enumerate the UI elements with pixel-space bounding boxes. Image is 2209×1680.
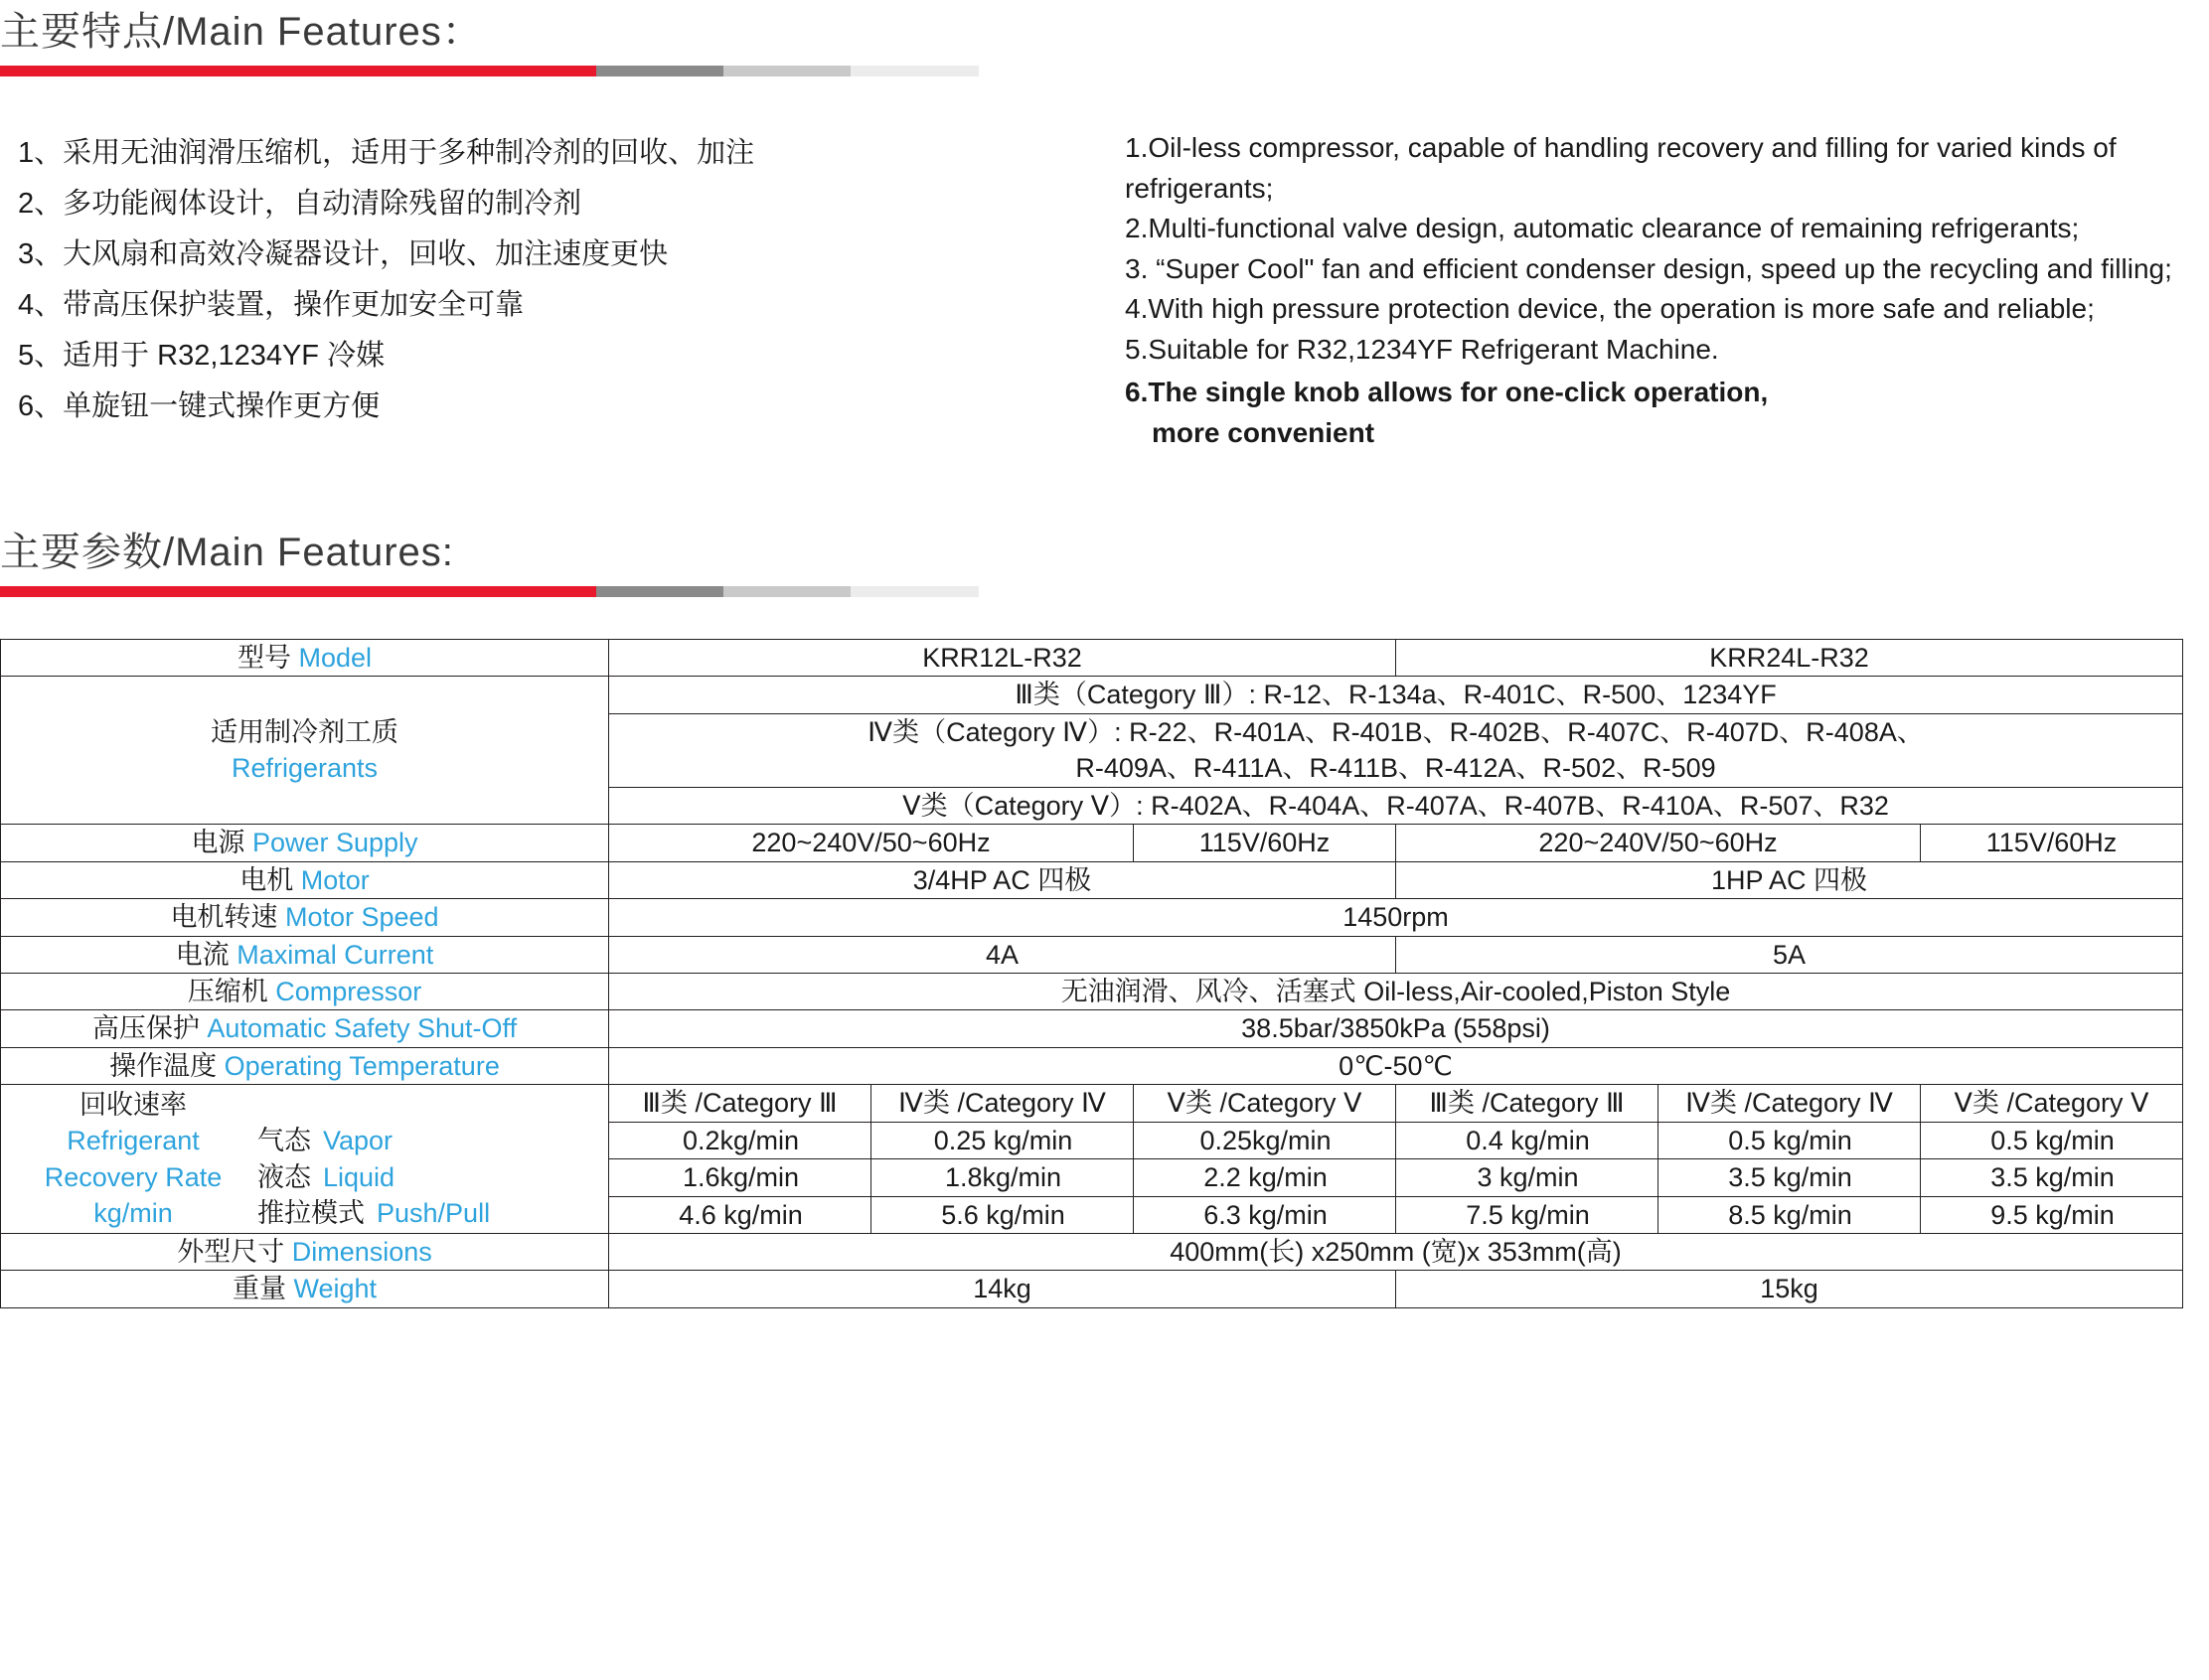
- recovery-label-line1: [9, 1087, 600, 1123]
- row-label-recovery-rate: [1, 1085, 609, 1234]
- cell-liquid-rate: 3.5 kg/min: [1921, 1159, 2183, 1196]
- cell-rate-header: Ⅳ类 /Category Ⅳ: [871, 1085, 1134, 1122]
- list-item: 1.Oil-less compressor, capable of handling recovery and filling for varied kinds of refrigerants;: [1125, 132, 2117, 204]
- row-label-vapor-en: Vapor: [323, 1126, 394, 1156]
- label-cn: 重量: [232, 1274, 294, 1304]
- cell-power-1: 220~240V/50~60Hz: [609, 825, 1134, 861]
- list-item: 6、单旋钮一键式操作更方便: [18, 390, 381, 422]
- cell-weight-1: 14kg: [609, 1271, 1396, 1307]
- label-cn: 型号: [237, 643, 299, 673]
- cell-model-2: KRR24L-R32: [1396, 640, 2183, 677]
- main-parameters-title: [0, 521, 2209, 577]
- row-label-dimensions: [1, 1234, 609, 1271]
- table-row: [1, 825, 2183, 861]
- table-row: [1, 1047, 2183, 1084]
- main-features-title-cn: 主要特点: [0, 10, 163, 54]
- cell-liquid-rate: 1.6kg/min: [609, 1159, 871, 1196]
- label-en: Model: [298, 643, 373, 673]
- cell-vapor-rate: 0.4 kg/min: [1396, 1122, 1658, 1158]
- list-item: 3、大风扇和高效冷凝器设计，回收、加注速度更快: [18, 238, 669, 270]
- list-item: 5、适用于 R32,1234YF 冷媒: [18, 340, 386, 372]
- cell-pushpull-rate: 5.6 kg/min: [871, 1196, 1134, 1233]
- rule-segment-dark-gray: [596, 586, 723, 597]
- main-parameters-title-cn: 主要参数: [0, 531, 163, 574]
- list-item: 5.Suitable for R32,1234YF Refrigerant Machine.: [1125, 333, 1719, 365]
- row-label-liquid-cn: 液态: [257, 1161, 311, 1192]
- cell-operating-temperature: 0℃-50℃: [609, 1047, 2183, 1084]
- recovery-label-line4: [9, 1195, 600, 1231]
- cell-weight-2: 15kg: [1396, 1271, 2183, 1307]
- main-features-title-en: /Main Features：: [163, 10, 483, 54]
- list-item: 4、带高压保护装置，操作更加安全可靠: [18, 289, 525, 321]
- label-cn: 外型尺寸: [177, 1237, 292, 1267]
- main-features-title: [0, 0, 2209, 57]
- cell-model-1: KRR12L-R32: [609, 640, 1396, 677]
- cell-liquid-rate: 2.2 kg/min: [1134, 1159, 1396, 1196]
- main-parameters-title-en: /Main Features:: [163, 531, 454, 574]
- recovery-label-line2: [9, 1123, 600, 1158]
- label-cn: 适用制冷剂工质: [211, 716, 398, 747]
- cell-compressor: 无油润滑、风冷、活塞式 Oil-less,Air-cooled,Piston Style: [609, 973, 2183, 1009]
- label-cn: 操作温度: [109, 1050, 225, 1081]
- label-cn: 电机: [239, 864, 301, 895]
- cell-rate-header: Ⅲ类 /Category Ⅲ: [609, 1085, 871, 1122]
- cell-line1: Ⅳ类（Category Ⅳ）: R-22、R-401A、R-401B、R-402B、R-407C、R-407D、R-408A、: [868, 716, 1924, 747]
- cell-liquid-rate: 1.8kg/min: [871, 1159, 1134, 1196]
- cell-pushpull-rate: 7.5 kg/min: [1396, 1196, 1658, 1233]
- heading-rule: [0, 66, 979, 76]
- table-row: [1, 1085, 2183, 1122]
- row-label-current: [1, 936, 609, 973]
- features-list-english: [1111, 128, 2209, 453]
- label-en-2: Recovery Rate: [44, 1161, 223, 1192]
- cell-rate-header: Ⅳ类 /Category Ⅳ: [1658, 1085, 1921, 1122]
- label-en: Refrigerants: [231, 753, 379, 784]
- label-en-1: Refrigerant: [67, 1126, 200, 1156]
- label-en: Motor: [300, 864, 370, 895]
- cell-pushpull-rate: 4.6 kg/min: [609, 1196, 871, 1233]
- row-label-power-supply: [1, 825, 609, 861]
- heading-rule: [0, 586, 979, 597]
- rule-segment-dark-gray: [596, 66, 723, 76]
- label-en: Power Supply: [251, 828, 418, 858]
- cell-dimensions: 400mm(长) x250mm (宽)x 353mm(高): [609, 1234, 2183, 1271]
- cell-motor-2: 1HP AC 四极: [1396, 861, 2183, 898]
- label-en: Automatic Safety Shut-Off: [207, 1013, 518, 1044]
- row-label-motor: [1, 861, 609, 898]
- cell-rate-header: Ⅴ类 /Category Ⅴ: [1921, 1085, 2183, 1122]
- label-cn: 高压保护: [91, 1013, 208, 1044]
- cell-liquid-rate: 3 kg/min: [1396, 1159, 1658, 1196]
- cell-vapor-rate: 0.5 kg/min: [1658, 1122, 1921, 1158]
- cell-pushpull-rate: 8.5 kg/min: [1658, 1196, 1921, 1233]
- row-label-pushpull-en: Push/Pull: [377, 1198, 491, 1229]
- label-cn: 电机转速: [170, 902, 285, 933]
- table-row: [1, 1010, 2183, 1047]
- cell-vapor-rate: 0.5 kg/min: [1921, 1122, 2183, 1158]
- table-row: [1, 861, 2183, 898]
- rule-segment-mid-gray: [723, 586, 851, 597]
- list-item-line1: 6.The single knob allows for one-click operation,: [1125, 377, 1769, 407]
- table-row: [1, 973, 2183, 1009]
- row-label-pushpull-cn: 推拉模式: [257, 1198, 365, 1229]
- label-en: Maximal Current: [237, 939, 434, 970]
- rule-segment-mid-gray: [723, 66, 851, 76]
- cell-refrigerants-cat3: Ⅲ类（Category Ⅲ）: R-12、R-134a、R-401C、R-500、1234YF: [609, 677, 2183, 713]
- specification-table: [0, 639, 2183, 1308]
- list-item: 2、多功能阀体设计，自动清除残留的制冷剂: [18, 188, 582, 220]
- label-cn: 压缩机: [187, 976, 276, 1006]
- table-row: [1, 899, 2183, 936]
- table-row: [1, 1271, 2183, 1307]
- cell-pushpull-rate: 9.5 kg/min: [1921, 1196, 2183, 1233]
- label-cn: 电流: [175, 939, 237, 970]
- cell-current-2: 5A: [1396, 936, 2183, 973]
- list-item: [1125, 373, 2209, 453]
- rule-segment-light-gray: [851, 66, 979, 76]
- list-item: 4.With high pressure protection device, the operation is more safe and reliable;: [1125, 293, 2095, 324]
- features-content: [0, 128, 2209, 453]
- row-label-compressor: [1, 973, 609, 1009]
- label-cn: 电源: [191, 828, 252, 858]
- label-en-3: kg/min: [93, 1198, 173, 1229]
- cell-vapor-rate: 0.2kg/min: [609, 1122, 871, 1158]
- cell-refrigerants-cat5: Ⅴ类（Category Ⅴ）: R-402A、R-404A、R-407A、R-407B、R-410A、R-507、R32: [609, 787, 2183, 824]
- cell-rate-header: Ⅴ类 /Category Ⅴ: [1134, 1085, 1396, 1122]
- row-label-liquid-en: Liquid: [323, 1161, 395, 1192]
- label-en: Motor Speed: [284, 902, 439, 933]
- cell-vapor-rate: 0.25 kg/min: [871, 1122, 1134, 1158]
- row-label-safety-shutoff: [1, 1010, 609, 1047]
- cell-power-2: 115V/60Hz: [1134, 825, 1396, 861]
- table-row: [1, 677, 2183, 713]
- row-label-vapor-cn: 气态: [257, 1126, 311, 1156]
- cell-motor-1: 3/4HP AC 四极: [609, 861, 1396, 898]
- cell-power-4: 115V/60Hz: [1921, 825, 2183, 861]
- row-label-model: [1, 640, 609, 677]
- list-item: 2.Multi-functional valve design, automatic clearance of remaining refrigerants;: [1125, 213, 2080, 243]
- row-label-weight: [1, 1271, 609, 1307]
- row-label-refrigerants: [1, 677, 609, 825]
- cell-liquid-rate: 3.5 kg/min: [1658, 1159, 1921, 1196]
- label-cn: 回收速率: [79, 1089, 187, 1120]
- cell-safety-shutoff: 38.5bar/3850kPa (558psi): [609, 1010, 2183, 1047]
- features-list-chinese: [18, 128, 1111, 453]
- list-item-line2: more convenient: [1152, 416, 1375, 448]
- label-en: Operating Temperature: [224, 1050, 500, 1081]
- main-parameters-heading: [0, 521, 2209, 597]
- cell-refrigerants-cat4: [609, 713, 2183, 787]
- rule-segment-red: [0, 66, 596, 76]
- recovery-label-line3: [9, 1159, 600, 1195]
- table-row: [1, 936, 2183, 973]
- cell-pushpull-rate: 6.3 kg/min: [1134, 1196, 1396, 1233]
- label-en: Dimensions: [291, 1237, 432, 1267]
- row-label-operating-temperature: [1, 1047, 609, 1084]
- label-en: Compressor: [275, 976, 422, 1006]
- label-en: Weight: [293, 1274, 378, 1304]
- cell-current-1: 4A: [609, 936, 1396, 973]
- main-features-heading: [0, 0, 2209, 76]
- rule-segment-light-gray: [851, 586, 979, 597]
- table-row: [1, 640, 2183, 677]
- table-row: [1, 1234, 2183, 1271]
- cell-motor-speed: 1450rpm: [609, 899, 2183, 936]
- cell-line2: R-409A、R-411A、R-411B、R-412A、R-502、R-509: [1075, 753, 1716, 784]
- rule-segment-red: [0, 586, 596, 597]
- list-item: 1、采用无油润滑压缩机，适用于多种制冷剂的回收、加注: [18, 137, 755, 169]
- cell-power-3: 220~240V/50~60Hz: [1396, 825, 1921, 861]
- list-item: 3. “Super Cool" fan and efficient condenser design, speed up the recycling and filling;: [1125, 252, 2172, 284]
- cell-rate-header: Ⅲ类 /Category Ⅲ: [1396, 1085, 1658, 1122]
- cell-vapor-rate: 0.25kg/min: [1134, 1122, 1396, 1158]
- row-label-motor-speed: [1, 899, 609, 936]
